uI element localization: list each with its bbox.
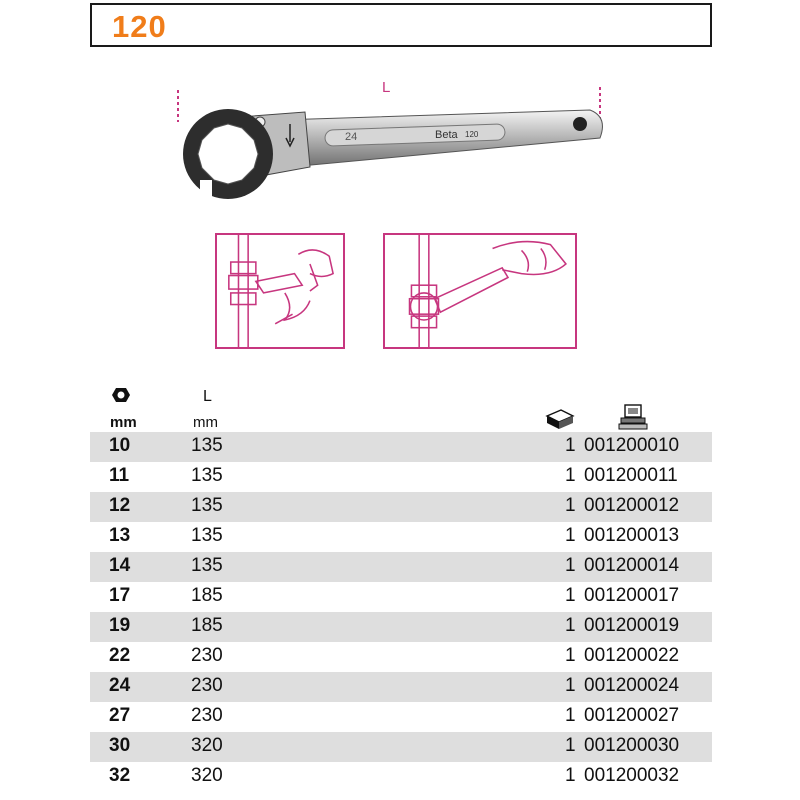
article-code-cell: 001200011 — [584, 465, 678, 486]
quantity-cell: 1 — [565, 645, 576, 666]
table-row — [90, 582, 712, 612]
article-code-cell: 001200010 — [584, 435, 680, 456]
usage-illustration-open — [215, 233, 345, 349]
quantity-cell: 1 — [565, 675, 576, 696]
table-row — [90, 672, 712, 702]
computer-terminal-icon — [618, 404, 648, 430]
length-cell: 135 — [191, 525, 223, 546]
size-cell: 24 — [109, 675, 131, 696]
article-code-cell: 001200022 — [584, 645, 680, 666]
title-box — [90, 3, 712, 47]
wrench-image — [160, 72, 620, 212]
size-cell: 30 — [109, 735, 131, 756]
table-row — [90, 462, 712, 492]
article-code-cell: 001200030 — [584, 735, 680, 756]
length-cell: 185 — [191, 585, 223, 606]
size-cell: 17 — [109, 585, 131, 606]
article-code-cell: 001200017 — [584, 585, 680, 606]
length-cell: 135 — [191, 495, 223, 516]
size-cell: 22 — [109, 645, 131, 666]
article-code-cell: 001200013 — [584, 525, 680, 546]
table-row — [90, 642, 712, 672]
article-code-cell: 001200019 — [584, 615, 680, 636]
article-code-cell: 001200014 — [584, 555, 680, 576]
length-cell: 135 — [191, 465, 223, 486]
size-cell: 32 — [109, 765, 131, 786]
hex-nut-icon — [112, 387, 130, 403]
article-code-cell: 001200027 — [584, 705, 680, 726]
size-cell: 13 — [109, 525, 131, 546]
dimension-label: L — [382, 79, 391, 96]
table-row — [90, 702, 712, 732]
quantity-cell: 1 — [565, 555, 576, 576]
table-row — [90, 492, 712, 522]
product-table — [90, 432, 712, 792]
article-code-cell: 001200012 — [584, 495, 680, 516]
length-cell: 185 — [191, 615, 223, 636]
ratchet-wrench-drawing — [160, 72, 620, 212]
page-title: 120 — [112, 9, 167, 44]
size-cell: 10 — [109, 435, 131, 456]
length-unit-header: mm — [193, 414, 218, 431]
quantity-cell: 1 — [565, 705, 576, 726]
table-row — [90, 732, 712, 762]
length-cell: 135 — [191, 435, 223, 456]
table-row — [90, 762, 712, 792]
length-header: L — [203, 388, 212, 405]
length-cell: 320 — [191, 765, 223, 786]
quantity-cell: 1 — [565, 585, 576, 606]
usage-illustration-closed — [383, 233, 577, 349]
quantity-cell: 1 — [565, 435, 576, 456]
package-box-icon — [545, 408, 575, 430]
size-cell: 19 — [109, 615, 131, 636]
table-row — [90, 522, 712, 552]
length-cell: 230 — [191, 645, 223, 666]
table-row — [90, 612, 712, 642]
table-row — [90, 432, 712, 462]
length-cell: 135 — [191, 555, 223, 576]
quantity-cell: 1 — [565, 765, 576, 786]
length-cell: 230 — [191, 705, 223, 726]
article-code-cell: 001200024 — [584, 675, 680, 696]
quantity-cell: 1 — [565, 525, 576, 546]
quantity-cell: 1 — [565, 735, 576, 756]
quantity-cell: 1 — [565, 465, 576, 486]
size-unit-header: mm — [110, 414, 137, 431]
brand-stamp: Beta — [435, 129, 458, 141]
quantity-cell: 1 — [565, 495, 576, 516]
stamp-size: 24 — [345, 131, 358, 143]
size-cell: 14 — [109, 555, 131, 576]
table-row — [90, 552, 712, 582]
length-cell: 320 — [191, 735, 223, 756]
model-stamp: 120 — [465, 130, 479, 139]
size-cell: 11 — [109, 465, 130, 486]
article-code-cell: 001200032 — [584, 765, 680, 786]
length-cell: 230 — [191, 675, 223, 696]
size-cell: 27 — [109, 705, 131, 726]
size-cell: 12 — [109, 495, 131, 516]
quantity-cell: 1 — [565, 615, 576, 636]
